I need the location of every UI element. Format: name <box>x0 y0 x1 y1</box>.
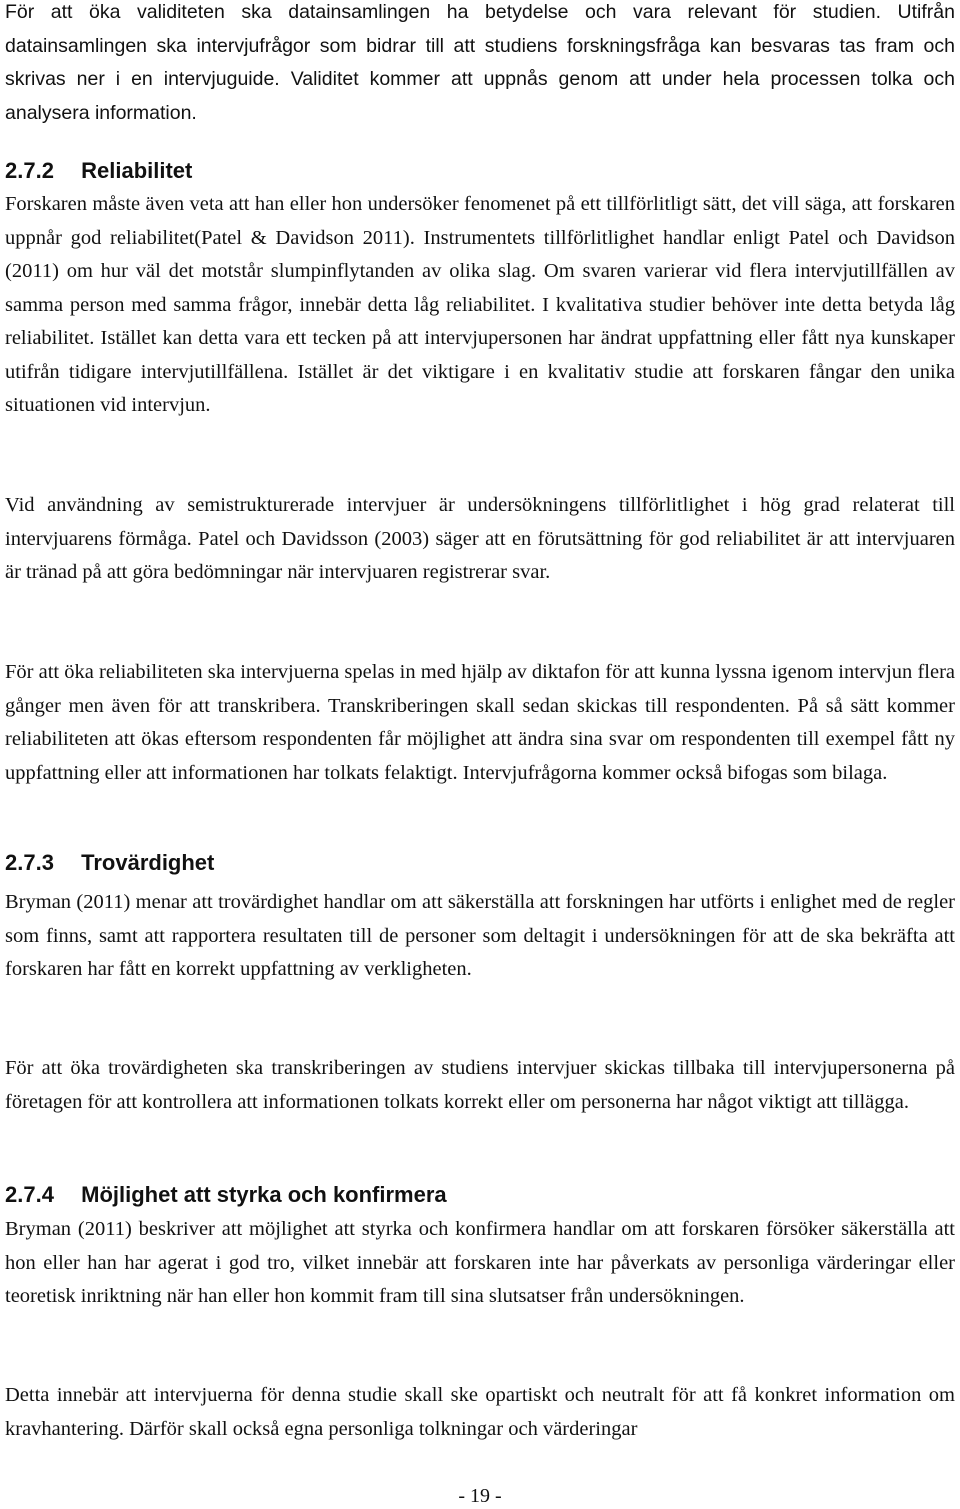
konfirmera-paragraph-1: Bryman (2011) beskriver att möjlighet att styrka och konfirmera handlar om att forskaren försöker säkerställa att hon eller han har agerat i god tro, vilket innebär att forskaren inte har påverkats av personliga värderingar eller teoretisk inriktning när han eller hon kommit fram till sina slutsatser från undersökningen. <box>5 1218 955 1307</box>
page-number: - 19 - <box>458 1485 502 1507</box>
section-heading-reliabilitet <box>5 156 955 186</box>
section-heading-trovardighet <box>5 848 955 878</box>
document-page <box>5 0 955 1509</box>
section-title: Trovärdighet <box>81 850 215 875</box>
reliabilitet-paragraph-1: Forskaren måste även veta att han eller hon undersöker fenomenet på ett tillförlitligt sätt, det vill säga, att forskaren uppnår god reliabilitet(Patel & Davidson 2011). Instrumentets tillförlitlighet handlar enligt Patel och Davidson (2011) om hur väl det motstår slumpinflytanden av olika slag. Om svaren varierar vid flera intervjutillfällen av samma person med samma frågor, innebär detta låg reliabilitet. I kvalitativa studier behöver inte detta betyda låg reliabilitet. Istället kan detta vara ett tecken på att intervjupersonen har ändrat uppfattning eller fått nya kunskaper utifrån tidigare intervjutillfällena. Istället är det viktigare i en kvalitativ studie att forskaren fångar den unika situationen vid intervjun. <box>5 193 955 416</box>
section-number: 2.7.3 <box>5 850 54 875</box>
section-number: 2.7.2 <box>5 158 54 183</box>
section-title: Reliabilitet <box>81 158 193 183</box>
section-heading-konfirmera <box>5 1180 955 1210</box>
reliabilitet-paragraph-2: Vid användning av semistrukturerade intervjuer är undersökningens tillförlitlighet i hög grad relaterat till intervjuarens förmåga. Patel och Davidsson (2003) säger att en förutsättning för god reliabilitet är att intervjuaren är tränad på att göra bedömningar när intervjuaren registrerar svar. <box>5 494 955 583</box>
section-number: 2.7.4 <box>5 1182 54 1207</box>
konfirmera-paragraph-2: Detta innebär att intervjuerna för denna studie skall ske opartiskt och neutralt för att få konkret information om kravhantering. Därför skall också egna personliga tolkningar och värderingar <box>5 1384 955 1440</box>
trovardighet-paragraph-1: Bryman (2011) menar att trovärdighet handlar om att säkerställa att forskningen har utförts i enlighet med de regler som finns, samt att rapportera resultaten till de personer som deltagit i undersökningen för att de ska bekräfta att forskaren har fått en korrekt uppfattning av verkligheten. <box>5 891 955 980</box>
trovardighet-paragraph-2: För att öka trovärdigheten ska transkriberingen av studiens intervjuer skickas tillbaka till intervjupersonerna på företagen för att kontrollera att informationen tolkats korrekt eller om personerna har något viktigt att tillägga. <box>5 1057 955 1113</box>
section-title: Möjlighet att styrka och konfirmera <box>81 1182 447 1207</box>
validity-paragraph: För att öka validiteten ska datainsamlingen ha betydelse och vara relevant för studien. Utifrån datainsamlingen ska intervjufrågor som bidrar till att studiens forskningsfråga kan besvaras tas fram och skrivas ner i en intervjuguide. Validitet kommer att uppnås genom att under hela processen tolka och analysera information. <box>5 1 955 124</box>
reliabilitet-paragraph-3: För att öka reliabiliteten ska intervjuerna spelas in med hjälp av diktafon för att kunna lyssna igenom intervjun flera gånger men även för att transkribera. Transkriberingen skall sedan skickas till respondenten. På så sätt kommer reliabiliteten att ökas eftersom respondenten får möjlighet att ändra sina svar om respondenten till exempel fått ny uppfattning eller att informationen har tolkats felaktigt. Intervjufrågorna kommer också bifogas som bilaga. <box>5 661 955 784</box>
